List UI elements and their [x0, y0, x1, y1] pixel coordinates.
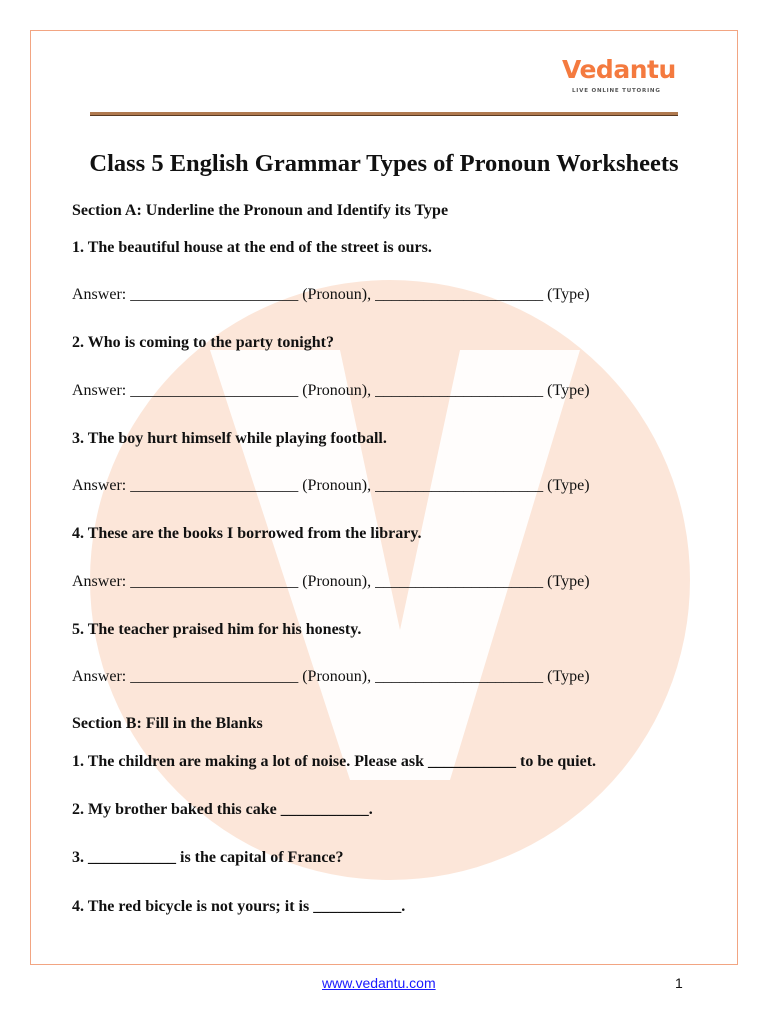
type-tag: (Type)	[547, 382, 590, 399]
page-number: 1	[675, 975, 683, 991]
footer-website-link[interactable]: www.vedantu.com	[322, 975, 436, 991]
pronoun-blank: _____________________	[130, 382, 299, 399]
type-tag: (Type)	[547, 477, 590, 494]
pronoun-tag: (Pronoun),	[302, 477, 372, 494]
type-tag: (Type)	[547, 668, 590, 685]
section-a-question-1: 1. The beautiful house at the end of the street is ours.	[72, 239, 432, 256]
answer-line-4	[72, 573, 590, 591]
type-tag: (Type)	[547, 573, 590, 590]
page-title: Class 5 English Grammar Types of Pronoun Worksheets	[89, 150, 679, 177]
section-b-question-1: 1. The children are making a lot of noise. Please ask ___________ to be quiet.	[72, 753, 597, 770]
answer-label: Answer:	[72, 573, 127, 590]
answer-label: Answer:	[72, 382, 127, 399]
logo-tagline: LIVE ONLINE TUTORING	[572, 88, 661, 94]
answer-line-3	[72, 477, 590, 495]
header-rule	[90, 112, 678, 116]
pronoun-blank: _____________________	[130, 573, 299, 590]
type-blank: _____________________	[375, 477, 544, 494]
section-a-heading: Section A: Underline the Pronoun and Identify its Type	[72, 202, 449, 219]
section-a-question-3: 3. The boy hurt himself while playing football.	[72, 430, 387, 447]
answer-label: Answer:	[72, 668, 127, 685]
section-a-question-4: 4. These are the books I borrowed from the library.	[72, 525, 422, 542]
answer-line-1	[72, 286, 590, 304]
vedantu-logo	[560, 55, 680, 99]
section-a-question-2: 2. Who is coming to the party tonight?	[72, 334, 334, 351]
pronoun-tag: (Pronoun),	[302, 286, 372, 303]
section-b-question-3: 3. ___________ is the capital of France?	[72, 849, 344, 866]
type-blank: _____________________	[375, 573, 544, 590]
answer-label: Answer:	[72, 286, 127, 303]
type-blank: _____________________	[375, 668, 544, 685]
pronoun-tag: (Pronoun),	[302, 573, 372, 590]
section-a-question-5: 5. The teacher praised him for his honesty.	[72, 621, 362, 638]
type-tag: (Type)	[547, 286, 590, 303]
pronoun-tag: (Pronoun),	[302, 668, 372, 685]
section-b-heading: Section B: Fill in the Blanks	[72, 715, 263, 732]
logo-wordmark: Vedantu	[562, 55, 676, 84]
answer-line-5	[72, 668, 590, 686]
answer-label: Answer:	[72, 477, 127, 494]
type-blank: _____________________	[375, 286, 544, 303]
pronoun-blank: _____________________	[130, 668, 299, 685]
answer-line-2	[72, 382, 590, 400]
type-blank: _____________________	[375, 382, 544, 399]
pronoun-blank: _____________________	[130, 286, 299, 303]
pronoun-blank: _____________________	[130, 477, 299, 494]
pronoun-tag: (Pronoun),	[302, 382, 372, 399]
section-b-question-4: 4. The red bicycle is not yours; it is ___________.	[72, 898, 406, 915]
section-b-question-2: 2. My brother baked this cake ___________.	[72, 801, 373, 818]
page-bottom-rule	[30, 964, 738, 965]
